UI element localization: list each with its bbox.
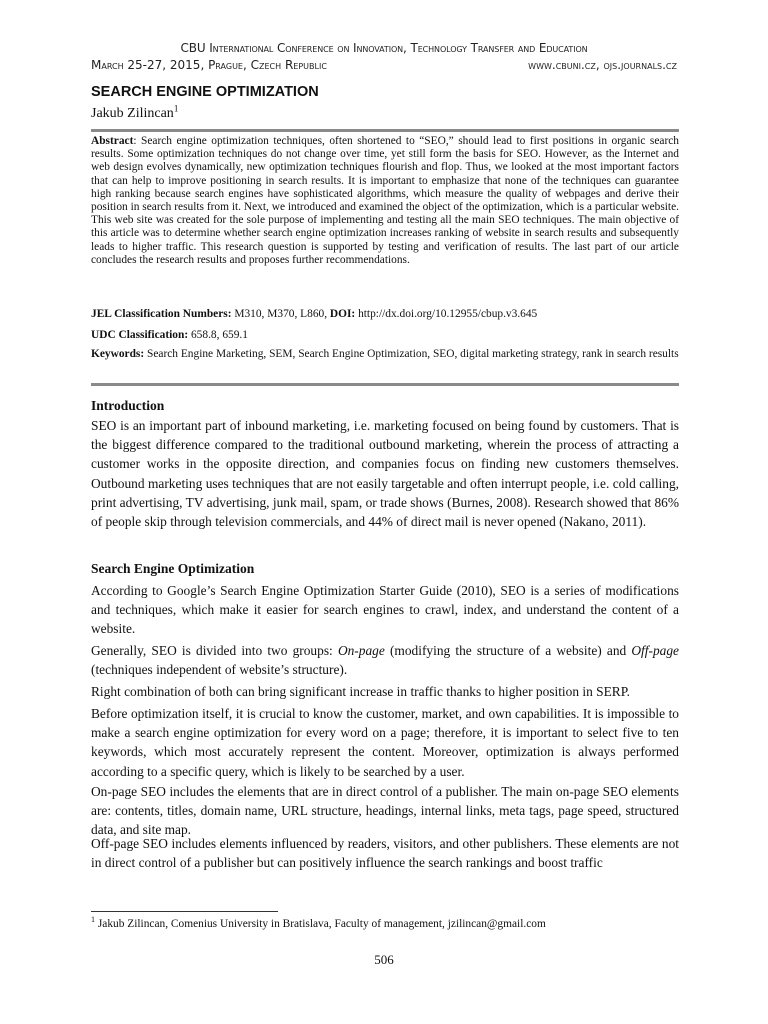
footnote <box>91 915 546 930</box>
groups-text-mid: (modifying the structure of a website) and <box>384 643 632 658</box>
seo-paragraph-combination: Right combination of both can bring significant increase in traffic thanks to higher position in SERP. <box>91 684 631 699</box>
keywords <box>91 348 679 361</box>
conference-header: CBU International Conference on Innovation, Technology Transfer and Education <box>180 41 588 55</box>
seo-paragraph-off-page: Off-page SEO includes elements influenced by readers, visitors, and other publishers. These elements are not in direct control of a publisher but can positively influence the search rankings and boost traffic <box>91 836 679 871</box>
groups-text-start: Generally, SEO is divided into two groups: <box>91 643 338 658</box>
abstract-bottom-rule <box>91 383 679 386</box>
doi-label: DOI: <box>329 308 356 320</box>
groups-text-end: (techniques independent of website’s structure). <box>91 662 348 678</box>
footnote-divider <box>91 911 278 912</box>
jel-value: M310, M370, L860, <box>231 308 330 320</box>
jel-classification <box>91 308 679 321</box>
author-footnote-marker: 1 <box>173 103 179 114</box>
jel-label: JEL Classification Numbers: <box>91 308 232 320</box>
doi-link[interactable]: http://dx.doi.org/10.12955/cbup.v3.645 <box>355 308 538 320</box>
on-page-term: On-page <box>337 643 385 658</box>
introduction-heading: Introduction <box>91 398 165 413</box>
off-page-term: Off-page <box>631 643 679 658</box>
introduction-paragraph: SEO is an important part of inbound marketing, i.e. marketing focused on being found by customers. That is the biggest difference compared to the traditional outbound marketing, wherein the process of attracting a customer works in the opposite direction, and companies focus on finding new customers themselves. Outbound marketing uses techniques that are not easily targetable and often interrupt people, i.e. cold calling, print advertising, TV advertising, junk mail, spam, or trade shows (Burnes, 2008). Research showed that 86% of people skip through television commercials, and 44% of direct mail is never opened (Nakano, 2011). <box>91 418 679 530</box>
abstract <box>91 135 679 267</box>
abstract-label: Abstract <box>91 135 134 147</box>
keywords-value: Search Engine Marketing, SEM, Search Engine Optimization, SEO, digital marketing strategy, rank in search results <box>144 348 679 360</box>
udc-classification <box>91 329 679 342</box>
conference-website: www.cbuni.cz, ojs.journals.cz <box>528 58 677 72</box>
seo-paragraph-definition: According to Google’s Search Engine Optimization Starter Guide (2010), SEO is a series of modifications and techniques, which make it easier for search engines to crawl, index, and understand the content of a website. <box>91 583 679 637</box>
seo-paragraph-before-optimization: Before optimization itself, it is crucial to know the customer, market, and own capabilities. It is impossible to make a search engine optimization for every word on a page; therefore, it is important to select five to ten keywords, which most accurately represent the content. Moreover, optimization is always performed according to a specific query, which is likely to be searched by a user. <box>91 706 679 779</box>
udc-label: UDC Classification: <box>91 329 189 341</box>
seo-section-heading: Search Engine Optimization <box>91 561 255 576</box>
page-number: 506 <box>374 952 394 967</box>
seo-paragraph-groups <box>91 641 679 679</box>
keywords-label: Keywords: <box>91 348 145 360</box>
conference-date-place: March 25-27, 2015, Prague, Czech Republic <box>91 58 327 72</box>
paper-author <box>91 103 179 122</box>
footnote-text: Jakub Zilincan, Comenius University in Bratislava, Faculty of management, jzilincan@gmail.com <box>95 918 546 930</box>
udc-value: 658.8, 659.1 <box>188 329 248 341</box>
seo-paragraph-on-page: On-page SEO includes the elements that are in direct control of a publisher. The main on-page SEO elements are: contents, titles, domain name, URL structure, headings, internal links, meta tags, page speed, structured data, and site map. <box>91 784 679 838</box>
author-name: Jakub Zilincan <box>91 106 174 121</box>
abstract-text: : Search engine optimization techniques, often shortened to “SEO,” should lead to first positions in organic search results. Some optimization techniques do not change over time, yet still form the basis for SEO. However, as the Internet and web design evolves dynamically, new optimization techniques flourish and flop. Thus, we looked at the most important factors that can help to improve positioning in search results. It is important to emphasize that none of the techniques can guarantee high ranking because search engines have sophisticated algorithms, which measure the quality of webpages and derive their position in search results from it. Next, we introduced and examined the object of the optimization, which is a particular website. This web site was created for the sole purpose of implementing and testing all the main SEO techniques. The main objective of this article was to determine whether search engine optimization increases ranking of website in search results and subsequently leads to higher traffic. This research question is supported by testing and verification of results. The last part of our article concludes the research results and proposes further recommendations. <box>91 135 679 266</box>
abstract-top-rule <box>91 129 679 132</box>
paper-title: SEARCH ENGINE OPTIMIZATION <box>91 84 319 100</box>
footnote-marker: 1 <box>91 915 95 925</box>
